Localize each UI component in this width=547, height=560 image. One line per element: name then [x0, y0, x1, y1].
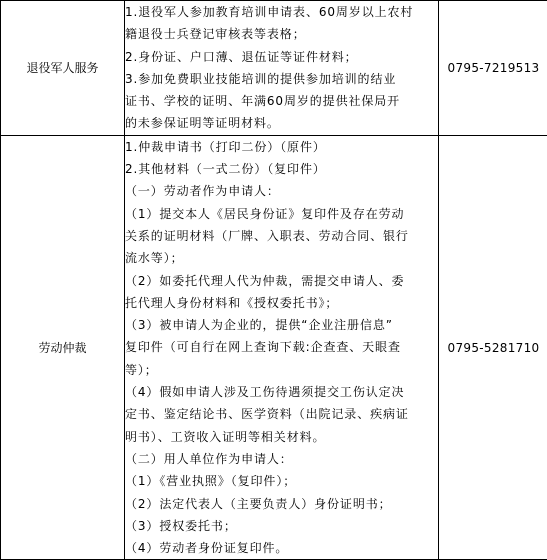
material-line: （4）劳动者身份证复印件。 — [125, 537, 438, 559]
materials-cell — [125, 135, 439, 560]
material-line: 关系的证明材料（厂牌、入职表、劳动合同、银行 — [125, 225, 438, 247]
phone-cell: 0795-5281710 — [439, 135, 547, 560]
material-line: （3）被申请人为企业的，提供“企业注册信息” — [125, 314, 438, 336]
material-line: （2）法定代表人（主要负责人）身份证明书； — [125, 493, 438, 515]
material-line: 托代理人身份材料和《授权委托书》； — [125, 292, 438, 314]
phone-cell: 0795-7219513 — [439, 1, 547, 136]
material-line: 的未参保证明等证明材料。 — [125, 112, 438, 134]
material-line: 定书、鉴定结论书、医学资料（出院记录、疾病证 — [125, 403, 438, 425]
material-line: 3.参加免费职业技能培训的提供参加培训的结业 — [125, 68, 438, 90]
materials-cell — [125, 1, 439, 136]
table-row — [1, 135, 547, 560]
material-line: 复印件（可自行在网上查询下载:企查查、天眼查 — [125, 336, 438, 358]
table-row — [1, 1, 547, 136]
service-name-cell: 劳动仲裁 — [1, 135, 125, 560]
material-line: 流水等）； — [125, 247, 438, 269]
material-line: 籍退役士兵登记审核表等表格； — [125, 23, 438, 45]
material-line: 等）； — [125, 359, 438, 381]
material-line: 明书）、工资收入证明等相关材料。 — [125, 426, 438, 448]
material-line: （一）劳动者作为申请人： — [125, 180, 438, 202]
material-line: 1.退役军人参加教育培训申请表、60周岁以上农村 — [125, 1, 438, 23]
material-line: 证书、学校的证明、年满60周岁的提供社保局开 — [125, 90, 438, 112]
material-line: （二）用人单位作为申请人： — [125, 448, 438, 470]
material-line: （1）提交本人《居民身份证》复印件及存在劳动 — [125, 203, 438, 225]
material-line: 2.其他材料（一式二份）（复印件） — [125, 158, 438, 180]
material-line: 2.身份证、户口薄、退伍证等证件材料； — [125, 46, 438, 68]
service-name-cell: 退役军人服务 — [1, 1, 125, 136]
material-line: （3）授权委托书； — [125, 515, 438, 537]
material-line: （4）假如申请人涉及工伤待遇须提交工伤认定决 — [125, 381, 438, 403]
material-line: （1）《营业执照》（复印件）； — [125, 470, 438, 492]
material-line: （2）如委托代理人代为仲裁，需提交申请人、委 — [125, 270, 438, 292]
material-line: 1.仲裁申请书（打印二份）（原件） — [125, 136, 438, 158]
